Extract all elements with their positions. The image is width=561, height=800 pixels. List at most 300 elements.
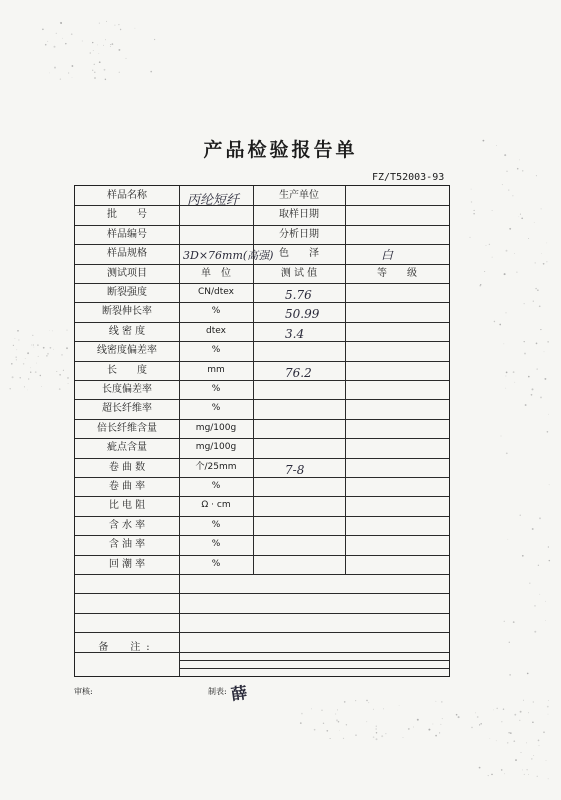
test-item: 线密度偏差率 [97, 345, 157, 357]
scan-speck [503, 708, 504, 709]
scan-speck [376, 732, 377, 733]
scan-speck [311, 708, 312, 709]
test-item: 卷 曲 率 [108, 481, 146, 492]
test-unit: % [211, 403, 221, 414]
scan-speck [49, 73, 50, 74]
scan-speck [506, 171, 507, 172]
scan-speck [535, 288, 536, 289]
scan-speck [92, 70, 93, 71]
handwritten-sample-name: 丙纶短纤 [187, 193, 240, 208]
scan-speck [373, 736, 375, 738]
scan-speck [519, 720, 520, 721]
test-item: 倍长纤维含量 [97, 422, 157, 434]
scan-speck [524, 353, 526, 355]
scan-speck [538, 565, 539, 566]
scan-speck [505, 312, 506, 313]
scan-speck [40, 375, 41, 376]
scan-speck [545, 601, 546, 602]
field-label: 样品名称 [107, 190, 147, 201]
scan-speck [488, 775, 489, 776]
scan-speck [533, 755, 534, 756]
scan-speck [527, 673, 529, 675]
scan-speck [368, 702, 369, 703]
scan-speck [532, 528, 534, 530]
scan-speck [366, 700, 367, 701]
scan-speck [501, 721, 502, 722]
scan-speck [442, 718, 443, 719]
scan-speck [520, 214, 521, 215]
scan-speck [516, 272, 517, 273]
scan-speck [489, 738, 490, 739]
scan-speck [110, 46, 111, 47]
scan-speck [413, 727, 414, 728]
scan-speck [501, 436, 502, 437]
scan-speck [381, 735, 383, 737]
scan-speck [383, 709, 384, 710]
scan-speck [126, 58, 127, 59]
scan-speck [71, 33, 73, 35]
scan-speck [338, 721, 340, 723]
scan-speck [532, 722, 534, 724]
scan-speck [97, 45, 98, 46]
scan-speck [520, 515, 521, 516]
scan-speck [300, 722, 302, 724]
scan-speck [66, 330, 67, 331]
handwritten-test-value: 76.2 [285, 365, 312, 380]
scan-speck [505, 375, 506, 376]
scan-speck [436, 701, 437, 702]
scan-speck [336, 719, 338, 721]
scan-speck [546, 760, 547, 761]
scan-speck [38, 356, 39, 357]
scan-speck [90, 52, 92, 54]
test-unit: % [211, 345, 221, 356]
scan-speck [513, 621, 515, 623]
test-unit: Ω · cm [201, 500, 231, 511]
scan-speck [33, 344, 34, 345]
scan-speck [548, 546, 549, 547]
scan-speck [27, 352, 29, 354]
scan-speck [34, 347, 35, 348]
scan-speck [9, 388, 10, 389]
scan-speck [509, 674, 510, 675]
scan-speck [547, 706, 549, 708]
scan-speck [508, 190, 509, 191]
scan-speck [25, 358, 26, 359]
scan-speck [16, 359, 17, 360]
scan-speck [24, 386, 25, 387]
preparer-signature: 薛 [229, 682, 249, 705]
scan-speck [104, 69, 106, 71]
test-unit: % [211, 481, 221, 491]
scan-speck [42, 29, 44, 31]
scan-speck [61, 354, 62, 355]
scan-speck [504, 621, 505, 622]
scan-speck [549, 560, 550, 561]
scan-speck [541, 253, 542, 254]
scan-speck [346, 724, 347, 725]
scan-speck [35, 371, 37, 373]
scan-speck [536, 368, 538, 370]
standard-code: FZ/T52003-93 [372, 172, 445, 183]
scan-speck [399, 705, 400, 706]
scan-speck [93, 50, 94, 51]
scan-speck [337, 709, 338, 710]
scan-speck [521, 217, 523, 219]
test-unit: % [211, 306, 221, 317]
row-divider [75, 574, 449, 575]
test-item: 线 密 度 [108, 325, 146, 337]
scan-speck [528, 712, 529, 713]
test-unit: % [211, 558, 221, 569]
scan-speck [94, 77, 96, 79]
scan-speck [36, 363, 37, 364]
scan-speck [439, 732, 440, 733]
scan-speck [473, 213, 474, 214]
scan-speck [509, 642, 510, 643]
scan-speck [544, 378, 546, 380]
test-unit: mg/100g [195, 442, 237, 453]
handwritten-test-value: 50.99 [285, 307, 320, 322]
scan-speck [539, 305, 541, 307]
scan-speck [45, 44, 47, 46]
scan-speck [524, 774, 525, 775]
field-label: 分析日期 [279, 228, 319, 240]
scan-speck [479, 724, 480, 725]
scan-speck [524, 303, 525, 304]
row-divider [75, 652, 449, 653]
scan-speck [480, 284, 481, 285]
col-divider [345, 186, 346, 574]
scan-speck [92, 42, 93, 43]
scan-speck [56, 371, 57, 372]
scan-speck [540, 396, 542, 398]
scan-speck [458, 716, 460, 718]
scan-speck [539, 745, 540, 746]
scan-speck [54, 67, 56, 69]
scan-speck [477, 716, 479, 718]
scan-speck [547, 341, 548, 342]
test-unit: mg/100g [195, 422, 237, 433]
scan-speck [441, 724, 442, 725]
scan-speck [496, 708, 498, 710]
scan-speck [489, 244, 490, 245]
test-unit: % [211, 519, 221, 530]
scan-speck [106, 21, 107, 22]
scan-speck [518, 216, 519, 217]
test-item: 长度偏差率 [102, 384, 152, 395]
scan-speck [105, 39, 106, 40]
scan-speck [154, 39, 155, 40]
scan-speck [59, 388, 61, 390]
scan-speck [539, 594, 540, 595]
scan-speck [323, 723, 324, 724]
scan-speck [532, 388, 534, 390]
scan-speck [546, 243, 547, 244]
row-divider [75, 613, 449, 614]
reviewer-label: 审核: [74, 687, 93, 696]
scan-speck [17, 330, 19, 332]
scan-speck [23, 363, 24, 364]
scan-speck [525, 404, 527, 406]
scan-speck [541, 208, 542, 209]
scan-speck [59, 374, 61, 376]
scan-speck [376, 738, 378, 740]
scan-speck [506, 372, 508, 374]
scan-speck [94, 64, 95, 65]
scan-speck [376, 729, 377, 730]
scan-speck [105, 79, 106, 80]
field-label: 样品编号 [107, 228, 147, 240]
scan-speck [546, 261, 547, 262]
scan-speck [456, 714, 458, 716]
test-unit: CN/dtex [198, 287, 234, 297]
scan-speck [527, 769, 528, 770]
remarks-label: 备 注: [98, 642, 156, 653]
scan-speck [49, 330, 50, 331]
test-unit: 个/25mm [195, 461, 237, 472]
scan-speck [514, 714, 516, 716]
scan-speck [499, 324, 501, 326]
scan-speck [417, 719, 419, 721]
scan-speck [112, 43, 114, 45]
scan-speck [533, 301, 534, 302]
scan-speck [522, 555, 524, 557]
inspection-table [74, 185, 450, 677]
scan-speck [513, 371, 515, 373]
scan-speck [543, 263, 545, 265]
scan-speck [496, 740, 497, 741]
scan-speck [355, 734, 357, 736]
scan-speck [314, 729, 316, 731]
scan-speck [30, 372, 31, 373]
test-unit: mm [207, 364, 225, 375]
scan-speck [539, 517, 541, 519]
scan-speck [28, 378, 29, 379]
field-label: 批 号 [107, 209, 147, 221]
scan-speck [515, 382, 516, 383]
scan-speck [441, 701, 443, 703]
test-unit: % [211, 539, 221, 550]
scan-speck [67, 377, 69, 379]
scan-speck [471, 189, 472, 190]
scan-speck [521, 752, 522, 753]
scan-speck [11, 363, 13, 365]
scan-speck [536, 343, 538, 345]
scan-speck [548, 714, 549, 715]
scan-speck [492, 210, 493, 211]
scan-speck [506, 250, 508, 252]
scan-speck [103, 45, 104, 46]
test-item: 比 电 阻 [108, 500, 146, 512]
scan-speck [549, 484, 550, 485]
scan-speck [330, 738, 331, 739]
scan-speck [537, 776, 538, 777]
scan-speck [543, 731, 545, 733]
scan-speck [517, 168, 519, 170]
scan-speck [479, 767, 481, 769]
scan-speck [531, 394, 533, 396]
scan-speck [507, 742, 509, 744]
scan-speck [373, 709, 374, 710]
report-title: 产品检验报告单 [203, 139, 358, 161]
preparer-label: 制表: [208, 687, 227, 696]
scan-speck [474, 210, 475, 211]
scan-speck [492, 257, 493, 258]
scan-speck [72, 77, 73, 78]
test-item: 断裂伸长率 [102, 306, 152, 318]
scan-speck [366, 721, 367, 722]
test-item: 超长纤维率 [102, 403, 152, 415]
scan-speck [118, 49, 120, 51]
scan-speck [529, 582, 530, 583]
scan-speck [509, 228, 511, 230]
scan-speck [344, 701, 346, 703]
scan-speck [52, 331, 53, 332]
remark-line [179, 660, 449, 661]
scan-speck [537, 290, 538, 291]
scan-speck [62, 38, 63, 39]
row-divider [75, 632, 449, 633]
scan-speck [494, 321, 495, 322]
field-label: 生产单位 [279, 190, 319, 201]
scan-speck [522, 769, 523, 770]
scan-speck [502, 184, 503, 185]
handwritten-sample-spec: 3D×76mm(高强) [183, 249, 274, 263]
handwritten-test-value: 3.4 [285, 326, 305, 341]
column-header-item: 测试项目 [107, 267, 147, 279]
scan-speck [301, 713, 303, 715]
scan-speck [534, 631, 536, 633]
scan-speck [485, 245, 486, 246]
scan-speck [12, 376, 14, 378]
scan-speck [18, 340, 19, 341]
scan-speck [524, 341, 525, 342]
scan-speck [493, 710, 494, 711]
scan-speck [503, 343, 504, 344]
test-item: 长 度 [107, 364, 147, 376]
scan-speck [501, 769, 503, 771]
test-item: 疵点含量 [107, 442, 147, 454]
scan-speck [72, 65, 74, 67]
scan-speck [528, 376, 530, 378]
scan-speck [321, 710, 323, 712]
scan-speck [520, 711, 522, 713]
test-item: 断裂强度 [107, 287, 147, 298]
handwritten-color: 白 [381, 248, 394, 263]
scan-speck [150, 71, 152, 73]
scan-speck [43, 347, 45, 349]
scan-speck [339, 730, 340, 731]
scan-speck [94, 72, 95, 73]
scan-speck [523, 700, 524, 701]
scan-speck [528, 774, 529, 775]
scan-speck [504, 273, 506, 275]
scan-speck [534, 222, 535, 223]
test-unit: % [211, 384, 221, 394]
scan-speck [99, 61, 101, 63]
scan-speck [47, 353, 49, 355]
test-item: 卷 曲 数 [108, 461, 146, 473]
scan-speck [475, 713, 476, 714]
scan-speck [533, 701, 534, 702]
scan-speck [53, 349, 54, 350]
column-header-value: 测 试 值 [280, 267, 318, 279]
scan-speck [50, 347, 52, 349]
scan-speck [508, 732, 509, 733]
scan-speck [66, 347, 68, 349]
test-item: 含 水 率 [108, 519, 146, 531]
scan-speck [68, 383, 69, 384]
scan-speck [99, 23, 100, 24]
scan-speck [471, 201, 472, 202]
handwritten-test-value: 5.76 [285, 288, 312, 302]
row-divider [75, 593, 449, 594]
scan-speck [545, 620, 546, 621]
column-header-grade: 等 级 [377, 267, 417, 279]
scan-speck [428, 729, 430, 731]
scan-speck [118, 24, 119, 25]
field-label: 样品规格 [107, 248, 147, 260]
scan-speck [98, 53, 99, 54]
test-item: 回 潮 率 [108, 558, 146, 570]
scan-speck [540, 329, 541, 330]
scan-speck [47, 41, 48, 42]
scan-speck [82, 41, 83, 42]
scan-speck [538, 740, 540, 742]
scan-speck [534, 605, 535, 606]
scan-speck [326, 730, 328, 732]
scan-speck [13, 345, 14, 346]
scan-speck [63, 370, 64, 371]
scan-speck [31, 345, 32, 346]
scan-speck [15, 338, 16, 339]
scan-speck [528, 238, 529, 239]
test-item: 含 油 率 [108, 539, 146, 551]
scan-speck [68, 72, 69, 73]
scan-speck [56, 33, 57, 34]
scan-speck [60, 22, 61, 23]
scan-speck [134, 28, 135, 29]
scan-speck [480, 723, 482, 725]
scan-speck [54, 46, 56, 48]
scan-speck [376, 726, 377, 727]
scan-speck [536, 175, 537, 176]
scan-speck [506, 452, 508, 454]
scan-speck [505, 388, 506, 389]
scan-speck [65, 43, 67, 45]
scan-speck [513, 740, 515, 742]
scan-speck [403, 737, 404, 738]
scan-speck [526, 743, 527, 744]
scan-speck [522, 170, 524, 172]
scan-speck [435, 735, 437, 737]
scan-speck [120, 29, 121, 30]
field-label: 取样日期 [279, 209, 319, 221]
scan-speck [27, 390, 28, 391]
scan-speck [469, 237, 470, 238]
column-header-unit: 单 位 [201, 267, 231, 279]
scan-speck [548, 700, 549, 701]
scan-speck [41, 386, 42, 387]
scan-speck [515, 759, 517, 761]
scan-speck [514, 253, 515, 254]
scan-speck [510, 732, 512, 734]
scan-speck [32, 335, 33, 336]
scan-speck [16, 349, 17, 350]
scan-speck [335, 714, 336, 715]
scan-speck [531, 758, 533, 760]
